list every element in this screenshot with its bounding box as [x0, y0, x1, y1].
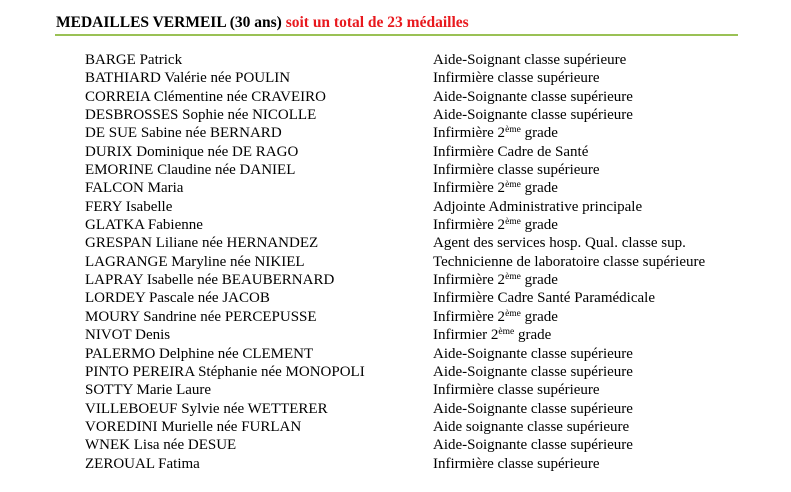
grade-text: grade: [514, 327, 552, 344]
recipient-grade: [433, 436, 633, 454]
recipient-grade: [433, 161, 600, 179]
recipient-row: [0, 69, 791, 87]
grade-text: Infirmière classe supérieure: [433, 455, 600, 472]
recipient-row: [0, 271, 791, 289]
grade-text: grade: [520, 272, 558, 289]
recipient-name: BARGE Patrick: [85, 52, 183, 68]
recipient-name: FERY Isabelle: [85, 198, 173, 215]
grade-text: grade: [520, 180, 558, 197]
recipient-name: ZEROUAL Fatima: [85, 455, 200, 472]
grade-text: Infirmier 2: [433, 327, 499, 344]
recipient-row: [0, 216, 791, 234]
recipient-name: FALCON Maria: [85, 180, 184, 197]
recipient-grade: [433, 69, 600, 87]
grade-text: Infirmière 2: [433, 217, 506, 234]
recipient-row: [0, 124, 791, 142]
recipient-row: [0, 289, 791, 307]
recipient-name: PINTO PEREIRA Stéphanie née MONOPOLI: [85, 363, 365, 380]
recipient-row: [0, 418, 791, 436]
recipient-row: [0, 51, 791, 69]
grade-text: Infirmière 2: [433, 272, 506, 289]
recipient-grade: [433, 326, 551, 344]
recipient-row: [0, 198, 791, 216]
grade-ordinal-suffix: ème: [505, 308, 521, 319]
recipient-name: GRESPAN Liliane née HERNANDEZ: [85, 235, 319, 252]
grade-text: Infirmière Cadre de Santé: [433, 143, 589, 160]
grade-ordinal-suffix: ème: [505, 217, 521, 228]
recipient-grade: [433, 51, 626, 69]
grade-text: Infirmière 2: [433, 125, 506, 142]
recipient-row: [0, 381, 791, 399]
recipient-name: WNEK Lisa née DESUE: [85, 437, 237, 454]
recipient-grade: [433, 345, 633, 363]
recipient-row: [0, 179, 791, 197]
grade-text: Infirmière classe supérieure: [433, 382, 600, 399]
grade-text: Aide-Soignante classe supérieure: [433, 363, 633, 380]
recipient-grade: [433, 289, 655, 307]
recipient-grade: [433, 455, 600, 473]
grade-text: Infirmière classe supérieure: [433, 162, 600, 179]
grade-text: grade: [520, 125, 558, 142]
recipient-name: PALERMO Delphine née CLEMENT: [85, 345, 314, 362]
grade-text: Infirmière 2: [433, 180, 506, 197]
recipient-row: [0, 106, 791, 124]
recipient-grade: [433, 253, 705, 271]
heading-underline: [55, 34, 738, 36]
recipient-grade: [433, 400, 633, 418]
recipient-row: [0, 161, 791, 179]
section-heading: [56, 14, 469, 32]
recipient-grade: [433, 179, 558, 197]
recipient-row: [0, 363, 791, 381]
recipient-name: SOTTY Marie Laure: [85, 382, 212, 399]
recipient-row: [0, 436, 791, 454]
grade-text: Infirmière 2: [433, 308, 506, 325]
recipient-name: LAGRANGE Maryline née NIKIEL: [85, 253, 305, 270]
recipient-grade: [433, 88, 633, 106]
grade-text: Aide-Soignante classe supérieure: [433, 107, 633, 124]
recipient-grade: [433, 124, 558, 142]
grade-text: Aide-Soignante classe supérieure: [433, 400, 633, 417]
recipient-row: [0, 455, 791, 473]
recipient-row: [0, 234, 791, 252]
grade-text: Aide-Soignante classe supérieure: [433, 345, 633, 362]
heading-title: MEDAILLES VERMEIL (30 ans): [56, 14, 282, 31]
recipient-name: DE SUE Sabine née BERNARD: [85, 125, 282, 142]
heading-total: soit un total de 23 médailles: [281, 14, 469, 31]
recipient-name: EMORINE Claudine née DANIEL: [85, 162, 296, 179]
medal-recipient-list: [0, 51, 791, 473]
recipient-row: [0, 400, 791, 418]
grade-text: grade: [520, 308, 558, 325]
grade-text: Aide-Soignante classe supérieure: [433, 88, 633, 105]
recipient-grade: [433, 198, 642, 216]
recipient-grade: [433, 363, 633, 381]
recipient-grade: [433, 381, 600, 399]
recipient-row: [0, 88, 791, 106]
recipient-grade: [433, 234, 686, 252]
grade-text: Agent des services hosp. Qual. classe sup.: [433, 235, 686, 252]
recipient-name: DESBROSSES Sophie née NICOLLE: [85, 107, 317, 124]
grade-ordinal-suffix: ème: [498, 327, 515, 338]
grade-text: Infirmière classe supérieure: [433, 70, 600, 87]
recipient-name: BATHIARD Valérie née POULIN: [85, 70, 291, 87]
grade-ordinal-suffix: ème: [505, 180, 521, 191]
recipient-name: LORDEY Pascale née JACOB: [85, 290, 270, 307]
grade-text: Aide-Soignante classe supérieure: [433, 437, 633, 454]
recipient-row: [0, 326, 791, 344]
recipient-row: [0, 308, 791, 326]
grade-text: Aide soignante classe supérieure: [433, 418, 630, 435]
recipient-grade: [433, 271, 558, 289]
recipient-grade: [433, 216, 558, 234]
recipient-name: GLATKA Fabienne: [85, 217, 203, 234]
recipient-name: DURIX Dominique née DE RAGO: [85, 143, 299, 160]
grade-ordinal-suffix: ème: [505, 272, 521, 283]
recipient-grade: [433, 143, 588, 161]
recipient-row: [0, 143, 791, 161]
recipient-name: VOREDINI Murielle née FURLAN: [85, 418, 302, 435]
grade-text: Technicienne de laboratoire classe supérieure: [433, 253, 706, 270]
recipient-row: [0, 253, 791, 271]
recipient-grade: [433, 418, 629, 436]
grade-text: Adjointe Administrative principale: [433, 198, 643, 215]
grade-text: grade: [520, 217, 558, 234]
recipient-row: [0, 345, 791, 363]
grade-ordinal-suffix: ème: [505, 125, 521, 136]
recipient-grade: [433, 106, 633, 124]
recipient-name: CORREIA Clémentine née CRAVEIRO: [85, 88, 326, 105]
recipient-name: LAPRAY Isabelle née BEAUBERNARD: [85, 272, 335, 289]
recipient-name: MOURY Sandrine née PERCEPUSSE: [85, 308, 317, 325]
grade-text: Infirmière Cadre Santé Paramédicale: [433, 290, 655, 307]
recipient-name: NIVOT Denis: [85, 327, 171, 344]
recipient-grade: [433, 308, 558, 326]
grade-text: Aide-Soignant classe supérieure: [433, 52, 627, 68]
recipient-name: VILLEBOEUF Sylvie née WETTERER: [85, 400, 328, 417]
